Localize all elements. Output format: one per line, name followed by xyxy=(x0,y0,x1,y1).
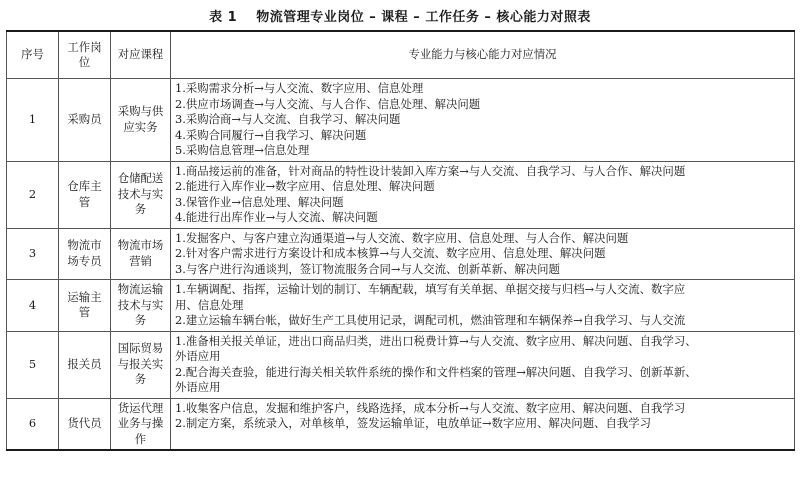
row-index: 1 xyxy=(7,79,59,162)
table-row xyxy=(7,161,795,228)
competency-line: 1.准备相关报关单证，进出口商品归类，进出口税费计算→与人交流、数字应用、解决问题、自我学习、 xyxy=(175,333,697,348)
table-row xyxy=(7,280,795,332)
table-body xyxy=(7,79,795,451)
row-competency xyxy=(171,161,795,228)
table-title: 物流管理专业岗位 – 课程 – 工作任务 – 核心能力对照表 xyxy=(256,10,591,25)
row-post: 采购员 xyxy=(59,79,111,162)
table-row xyxy=(7,79,795,162)
row-competency xyxy=(171,280,795,332)
row-competency xyxy=(171,398,795,450)
competency-line: 1.收集客户信息，发掘和维护客户，线路选择，成本分析→与人交流、数字应用、解决问题、自我学习 xyxy=(175,400,686,415)
competency-line: 外语应用 xyxy=(175,380,221,394)
row-competency xyxy=(171,79,795,162)
row-index: 6 xyxy=(7,398,59,450)
row-course: 国际贸易与报关实务 xyxy=(111,331,171,398)
row-competency xyxy=(171,228,795,280)
competency-line: 用、信息处理 xyxy=(175,297,244,312)
competency-line: 外语应用 xyxy=(175,349,221,363)
row-course: 仓储配送技术与实务 xyxy=(111,161,171,228)
competency-line: 2.建立运输车辆台帐，做好生产工具使用记录，调配司机，燃油管理和车辆保养→自我学习、与人交流 xyxy=(175,313,686,327)
header-index: 序号 xyxy=(7,31,59,79)
table-number: 表 1 xyxy=(209,10,238,25)
row-course: 采购与供应实务 xyxy=(111,79,171,162)
row-post: 货代员 xyxy=(59,398,111,450)
table-row xyxy=(7,331,795,398)
table-row xyxy=(7,228,795,280)
competency-line: 3.保管作业→信息处理、解决问题 xyxy=(175,194,344,209)
competency-line: 1.采购需求分析→与人交流、数字应用、信息处理 xyxy=(175,81,424,95)
competency-line: 4.采购合同履行→自我学习、解决问题 xyxy=(175,127,367,142)
competency-line: 1.车辆调配、指挥，运输计划的制订、车辆配载，填写有关单据、单据交接与归档→与人交流、数字应 xyxy=(175,282,686,296)
competency-line: 2.供应市场调查→与人交流、与人合作、信息处理、解决问题 xyxy=(175,96,481,111)
row-post: 仓库主管 xyxy=(59,161,111,228)
competency-line: 4.能进行出库作业→与人交流、解决问题 xyxy=(175,210,378,224)
competency-line: 3.与客户进行沟通谈判，签订物流服务合同→与人交流、创新革新、解决问题 xyxy=(175,261,560,276)
competency-line: 2.制定方案，系统录入，对单核单，签发运输单证，电放单证→数字应用、解决问题、自我学习 xyxy=(175,416,652,430)
competency-line: 1.发掘客户、与客户建立沟通渠道→与人交流、数字应用、信息处理、与人合作、解决问题 xyxy=(175,230,629,245)
header-post: 工作岗位 xyxy=(59,31,111,79)
table-header-row xyxy=(7,31,795,79)
row-index: 5 xyxy=(7,331,59,398)
competency-line: 1.商品接运前的准备，针对商品的特性设计装卸入库方案→与人交流、自我学习、与人合作、解决问题 xyxy=(175,163,686,178)
row-course: 物流市场营销 xyxy=(111,228,171,280)
header-course: 对应课程 xyxy=(111,31,171,79)
row-index: 4 xyxy=(7,280,59,332)
row-post: 运输主管 xyxy=(59,280,111,332)
row-course: 货运代理业务与操作 xyxy=(111,398,171,450)
row-competency xyxy=(171,331,795,398)
competency-line: 2.配合海关查验，能进行海关相关软件系统的操作和文件档案的管理→解决问题、自我学习、创新革新、 xyxy=(175,364,697,379)
table-row xyxy=(7,398,795,450)
competency-line: 3.采购洽商→与人交流、自我学习、解决问题 xyxy=(175,112,401,126)
row-index: 2 xyxy=(7,161,59,228)
header-competency: 专业能力与核心能力对应情况 xyxy=(171,31,795,79)
competency-line: 2.针对客户需求进行方案设计和成本核算→与人交流、数字应用、信息处理、解决问题 xyxy=(175,246,606,260)
row-index: 3 xyxy=(7,228,59,280)
competency-line: 2.能进行入库作业→数字应用、信息处理、解决问题 xyxy=(175,179,435,193)
competency-line: 5.采购信息管理→信息处理 xyxy=(175,143,310,157)
table-caption xyxy=(0,6,800,25)
row-course: 物流运输技术与实务 xyxy=(111,280,171,332)
row-post: 物流市场专员 xyxy=(59,228,111,280)
row-post: 报关员 xyxy=(59,331,111,398)
competency-table xyxy=(6,30,795,451)
